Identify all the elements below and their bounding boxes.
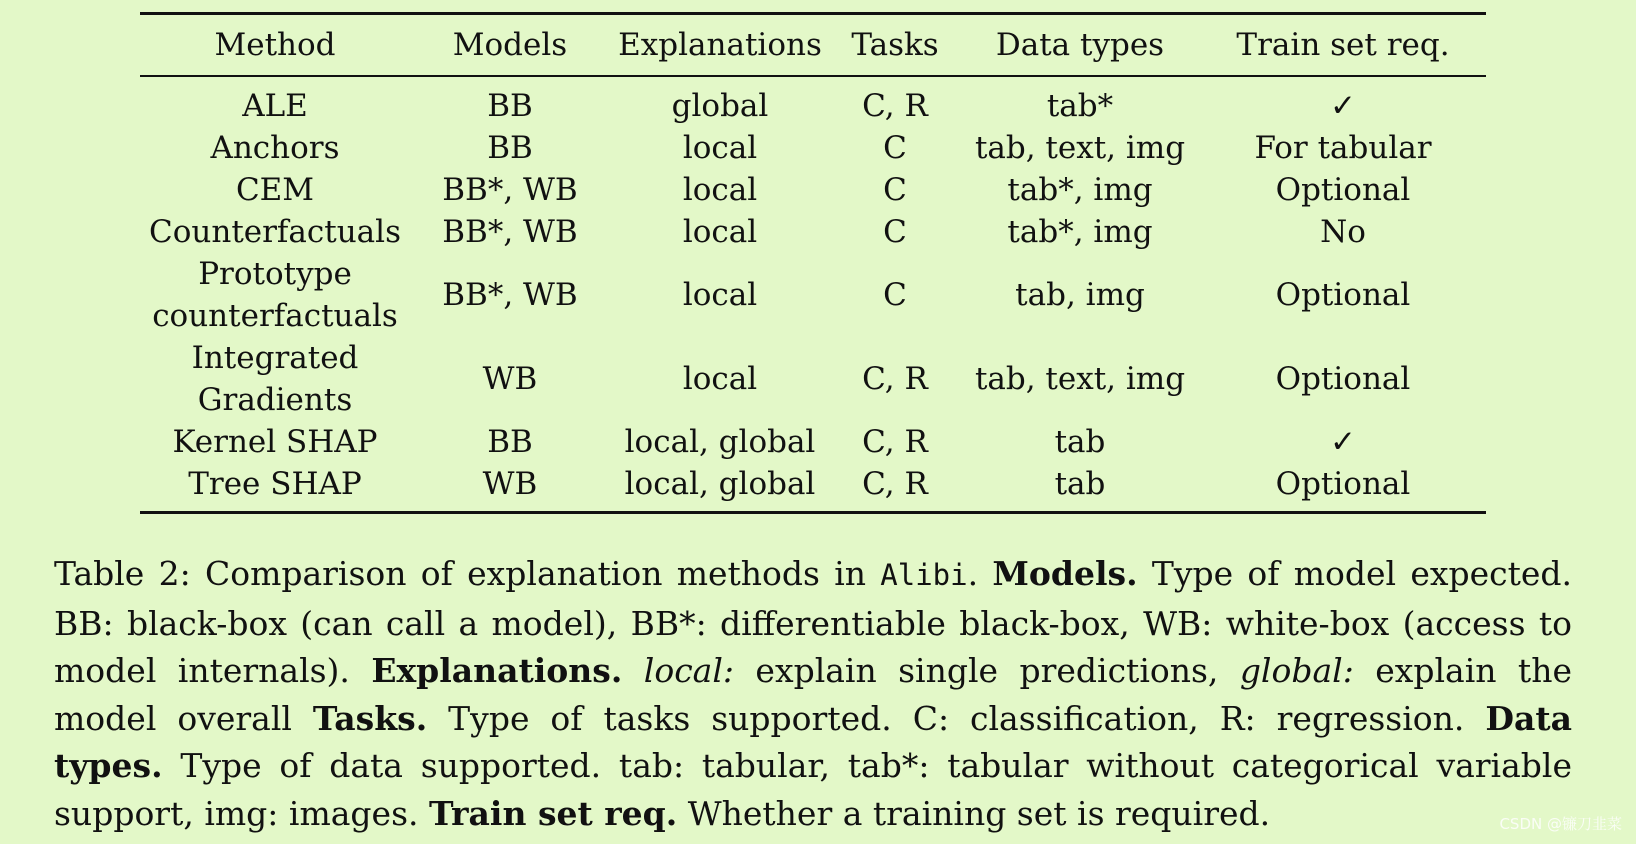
comparison-table-container <box>140 12 1486 514</box>
caption-text: . <box>967 554 993 593</box>
cell-models: BB <box>487 130 533 166</box>
caption-label: Table 2: <box>54 554 191 593</box>
cell-method-line1: Integrated <box>191 340 359 376</box>
cell-method-line2: counterfactuals <box>152 298 398 334</box>
cell-data-types: tab*, img <box>1007 214 1153 250</box>
cell-method <box>140 337 410 421</box>
header-data-types: Data types <box>995 27 1165 63</box>
cell-explanations: local <box>682 277 758 313</box>
cell-explanations: local <box>682 214 758 250</box>
cell-explanations: global <box>671 88 769 124</box>
caption-text: Type of tasks supported. C: classification, R: regression. <box>427 698 1486 738</box>
table-row <box>140 463 1486 505</box>
cell-train-set: Optional <box>1275 361 1411 397</box>
header-explanations: Explanations <box>618 27 822 63</box>
cell-method: Tree SHAP <box>188 466 362 502</box>
cell-method: ALE <box>242 88 308 124</box>
header-tasks: Tasks <box>851 27 939 63</box>
cell-method: Kernel SHAP <box>172 424 378 460</box>
cell-data-types: tab, text, img <box>974 130 1186 166</box>
cell-models: WB <box>482 361 538 397</box>
caption-code: Alibi <box>880 558 968 592</box>
header-models: Models <box>452 27 568 63</box>
cell-data-types: tab, img <box>1015 277 1145 313</box>
cell-method <box>140 253 410 337</box>
table-row <box>140 421 1486 463</box>
table-row <box>140 127 1486 169</box>
cell-explanations: local, global <box>624 466 816 502</box>
comparison-table <box>140 15 1486 75</box>
table-caption <box>54 550 1572 837</box>
caption-text: Comparison of explanation methods in <box>190 554 881 593</box>
cell-tasks: C <box>883 130 907 166</box>
comparison-table-body <box>140 85 1486 505</box>
table-row <box>140 337 1486 421</box>
cell-models: WB <box>482 466 538 502</box>
table-row <box>140 253 1486 337</box>
caption-bold-train-set: Train set req. <box>429 793 678 833</box>
table-header-row <box>140 15 1486 75</box>
cell-tasks: C, R <box>862 424 928 460</box>
caption-italic-local: local: <box>643 651 735 690</box>
caption-text: explain single predictions, <box>734 651 1240 690</box>
cell-data-types: tab, text, img <box>974 361 1186 397</box>
caption-text <box>622 651 643 690</box>
cell-tasks: C <box>883 172 907 208</box>
caption-bold-models: Models. <box>992 554 1138 593</box>
caption-bold-tasks: Tasks. <box>312 698 428 738</box>
bottom-rule <box>140 511 1486 514</box>
cell-data-types: tab*, img <box>1007 172 1153 208</box>
cell-tasks: C, R <box>862 361 928 397</box>
cell-models: BB <box>487 88 533 124</box>
cell-models: BB*, WB <box>442 172 578 208</box>
cell-train-set: Optional <box>1275 172 1411 208</box>
cell-explanations: local <box>682 361 758 397</box>
table-row <box>140 85 1486 127</box>
cell-train-set: ✓ <box>1330 88 1356 124</box>
cell-models: BB*, WB <box>442 214 578 250</box>
cell-explanations: local, global <box>624 424 816 460</box>
cell-train-set: ✓ <box>1330 424 1356 460</box>
caption-bold-explanations: Explanations. <box>371 651 623 690</box>
cell-data-types: tab <box>1054 424 1106 460</box>
cell-train-set: For tabular <box>1254 130 1432 166</box>
cell-method: Anchors <box>210 130 340 166</box>
cell-models: BB <box>487 424 533 460</box>
caption-bold-data-types: Data types. <box>54 698 1572 785</box>
caption-text: Type of model expected. BB: black-box (can call a model), BB*: differentiable black-box, WB: white-box (access to model internals). <box>54 554 1573 690</box>
cell-method-line1: Prototype <box>198 256 352 292</box>
cell-train-set: No <box>1320 214 1366 250</box>
cell-tasks: C, R <box>862 88 928 124</box>
table-row <box>140 169 1486 211</box>
cell-train-set: Optional <box>1275 277 1411 313</box>
header-method: Method <box>214 27 336 63</box>
cell-tasks: C, R <box>862 466 928 502</box>
cell-explanations: local <box>682 130 758 166</box>
caption-text: Type of data supported. tab: tabular, tab*: tabular without categorical variable support, img: images. <box>54 746 1572 833</box>
caption-italic-global: global: <box>1239 651 1354 690</box>
cell-method: Counterfactuals <box>149 214 401 250</box>
watermark: CSDN @镰刀韭菜 <box>1499 815 1622 833</box>
cell-models: BB*, WB <box>442 277 578 313</box>
cell-explanations: local <box>682 172 758 208</box>
header-train-set: Train set req. <box>1236 27 1450 63</box>
cell-tasks: C <box>883 214 907 250</box>
caption-text: Whether a training set is required. <box>677 793 1271 833</box>
table-row <box>140 211 1486 253</box>
cell-tasks: C <box>883 277 907 313</box>
cell-method: CEM <box>235 172 315 208</box>
cell-data-types: tab* <box>1046 88 1114 124</box>
cell-data-types: tab <box>1054 466 1106 502</box>
caption-text: explain the model overall <box>54 651 1572 738</box>
cell-method-line2: Gradients <box>197 382 353 418</box>
cell-train-set: Optional <box>1275 466 1411 502</box>
